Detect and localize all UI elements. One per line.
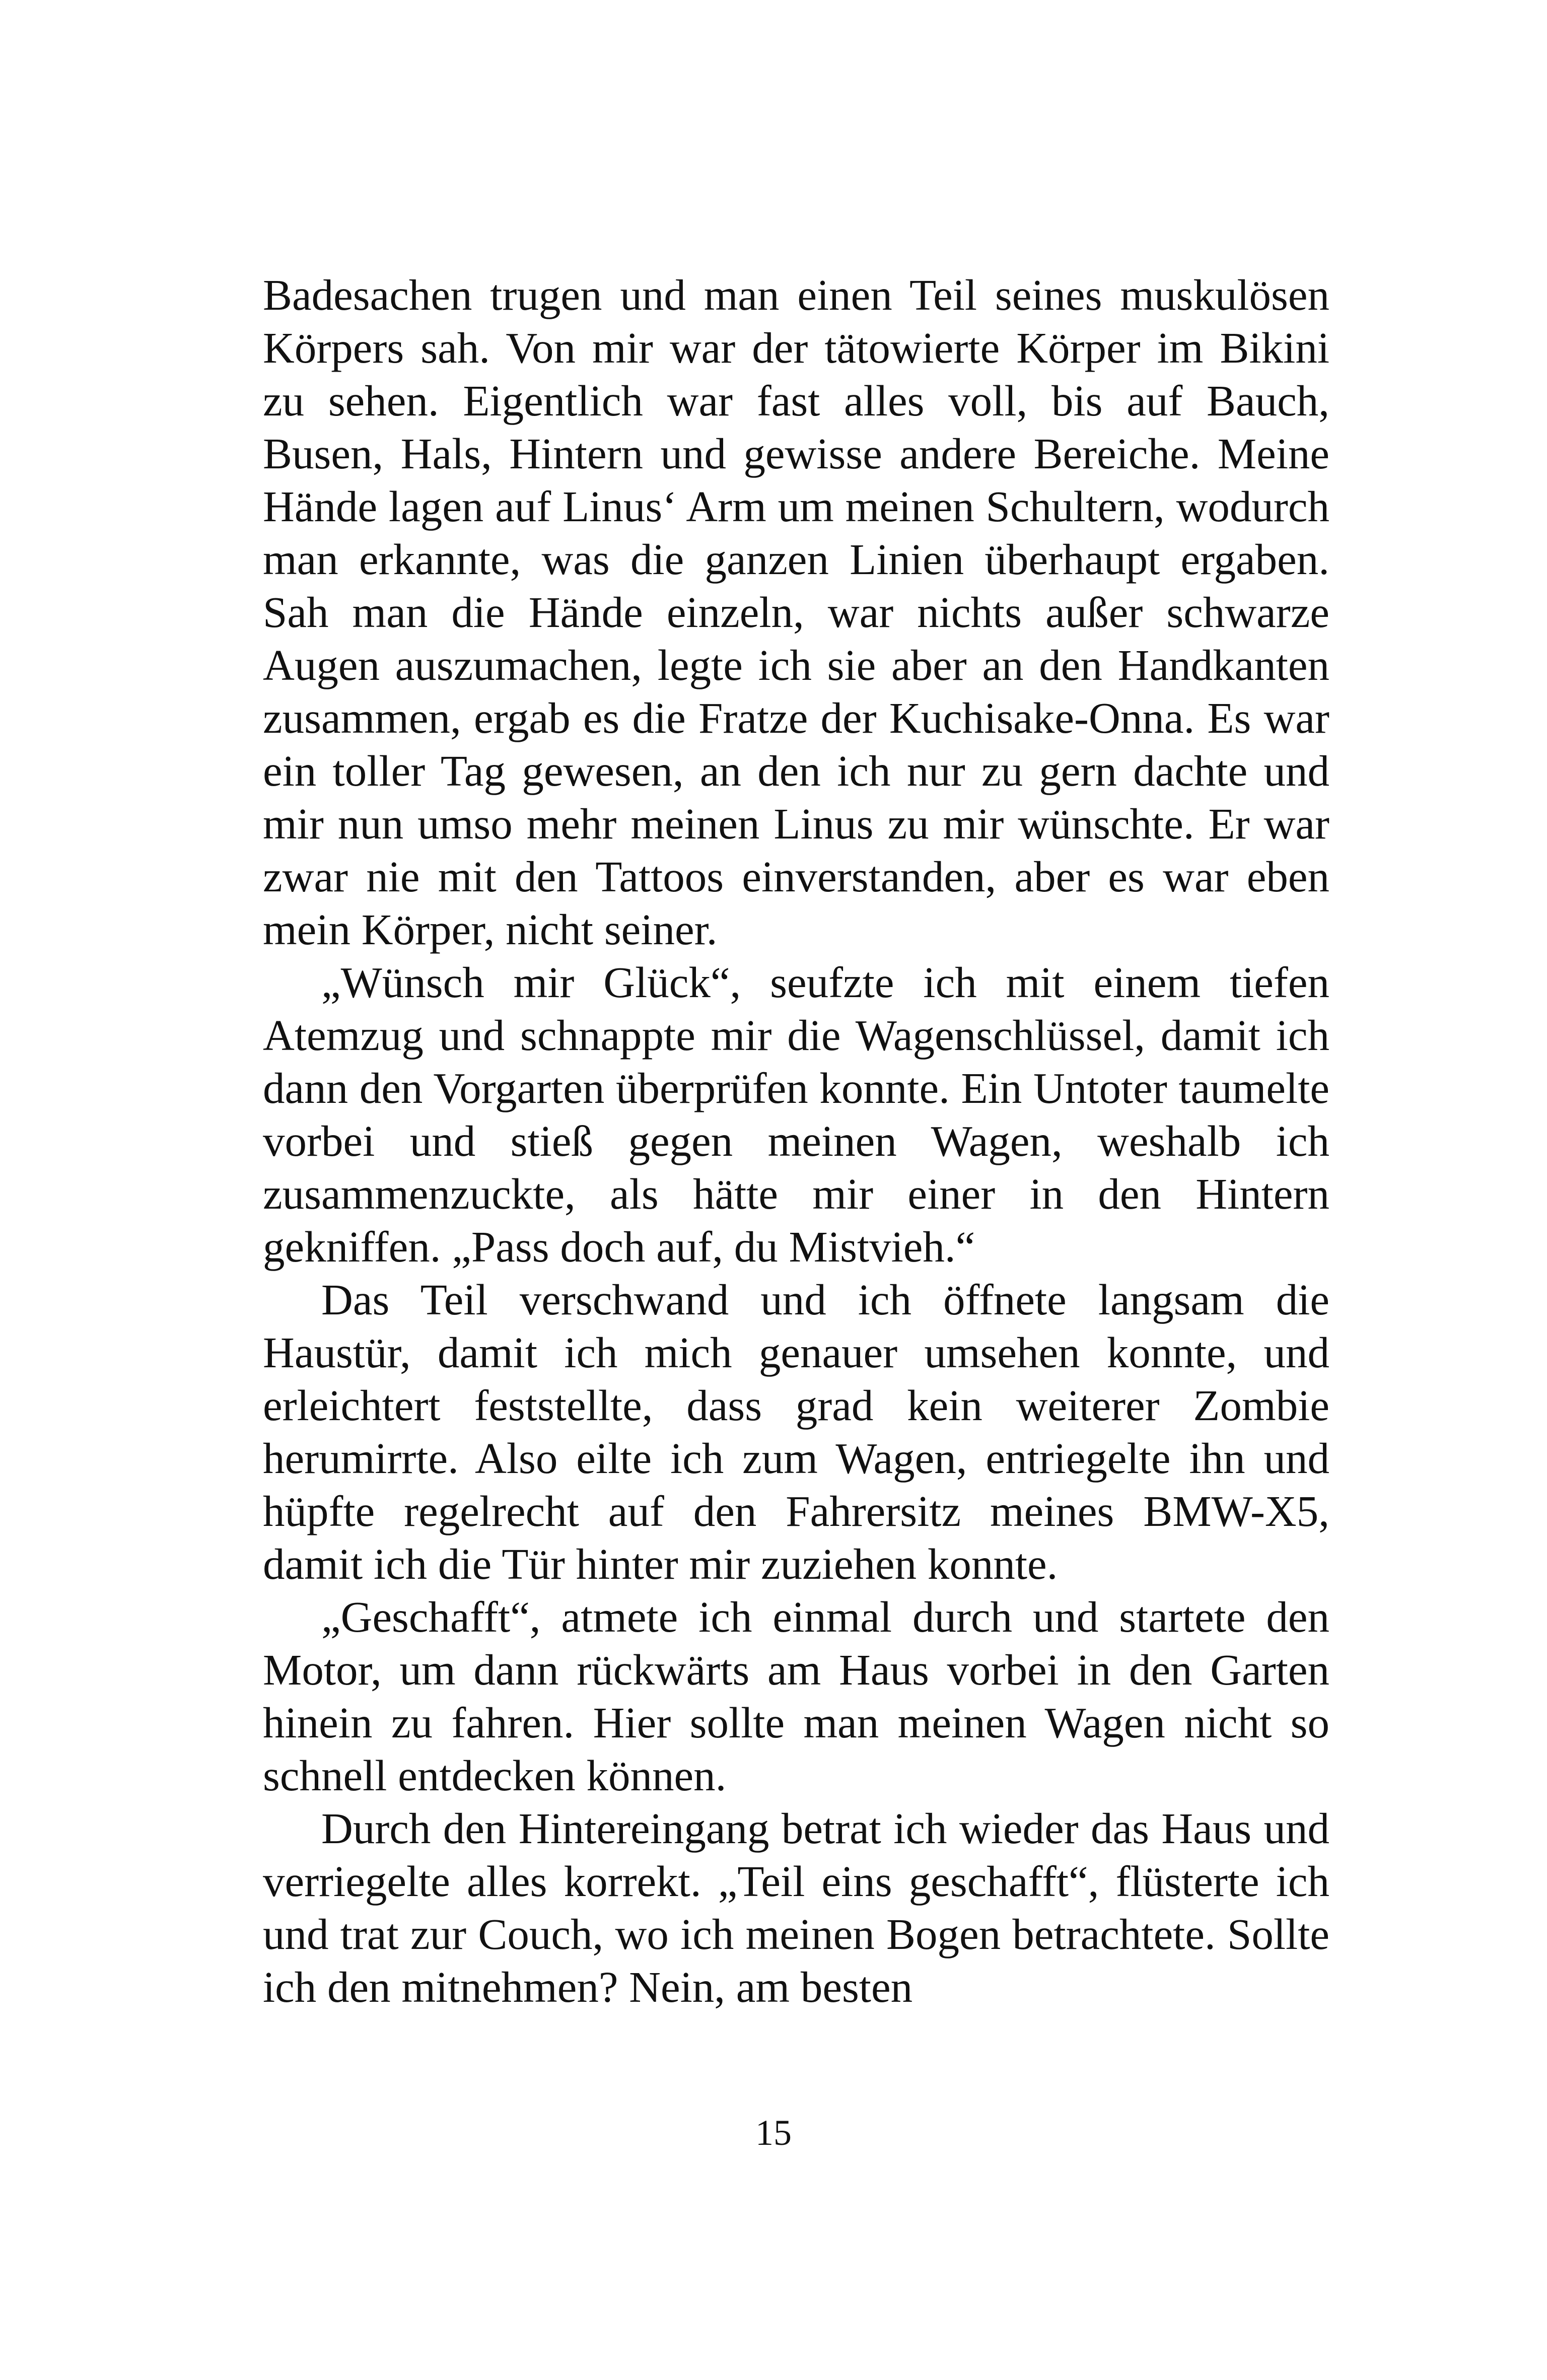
body-text bbox=[263, 268, 1329, 2013]
paragraph-4: „Geschafft“, atmete ich einmal durch und startete den Motor, um dann rückwärts am Haus vorbei in den Garten hinein zu fahren. Hier sollte man meinen Wagen nicht so schnell entdecken können. bbox=[263, 1592, 1329, 1800]
page-number: 15 bbox=[755, 2113, 792, 2153]
paragraph-1: Badesachen trugen und man einen Teil seines muskulösen Körpers sah. Von mir war der tätowierte Körper im Bikini zu sehen. Eigentlich war fast alles voll, bis auf Bauch, Busen, Hals, Hintern und gewisse andere Bereiche. Meine Hände lagen auf Linus‘ Arm um meinen Schultern, wodurch man erkannte, was die ganzen Linien überhaupt ergaben. Sah man die Hände einzeln, war nichts außer schwarze Augen auszumachen, legte ich sie aber an den Handkanten zusammen, ergab es die Fratze der Kuchisake-Onna. Es war ein toller Tag gewesen, an den ich nur zu gern dachte und mir nun umso mehr meinen Linus zu mir wünschte. Er war zwar nie mit den Tattoos einverstanden, aber es war eben mein Körper, nicht seiner. bbox=[263, 270, 1329, 954]
paragraph-2: „Wünsch mir Glück“, seufzte ich mit einem tiefen Atemzug und schnappte mir die Wagenschlüssel, damit ich dann den Vorgarten überprüfen konnte. Ein Untoter taumelte vorbei und stieß gegen meinen Wagen, weshalb ich zusammenzuckte, als hätte mir einer in den Hintern gekniffen. „Pass doch auf, du Mistvieh.“ bbox=[263, 958, 1329, 1271]
paragraph-3: Das Teil verschwand und ich öffnete langsam die Haustür, damit ich mich genauer umsehen konnte, und erleichtert feststellte, dass grad kein weiterer Zombie herumirrte. Also eilte ich zum Wagen, entriegelte ihn und hüpfte regelrecht auf den Fahrersitz meines BMW-X5, damit ich die Tür hinter mir zuziehen konnte. bbox=[263, 1275, 1329, 1588]
paragraph-5: Durch den Hintereingang betrat ich wieder das Haus und verriegelte alles korrekt. „Teil eins geschafft“, flüsterte ich und trat zur Couch, wo ich meinen Bogen betrachtete. Sollte ich den mitnehmen? Nein, am besten bbox=[263, 1804, 1329, 2011]
